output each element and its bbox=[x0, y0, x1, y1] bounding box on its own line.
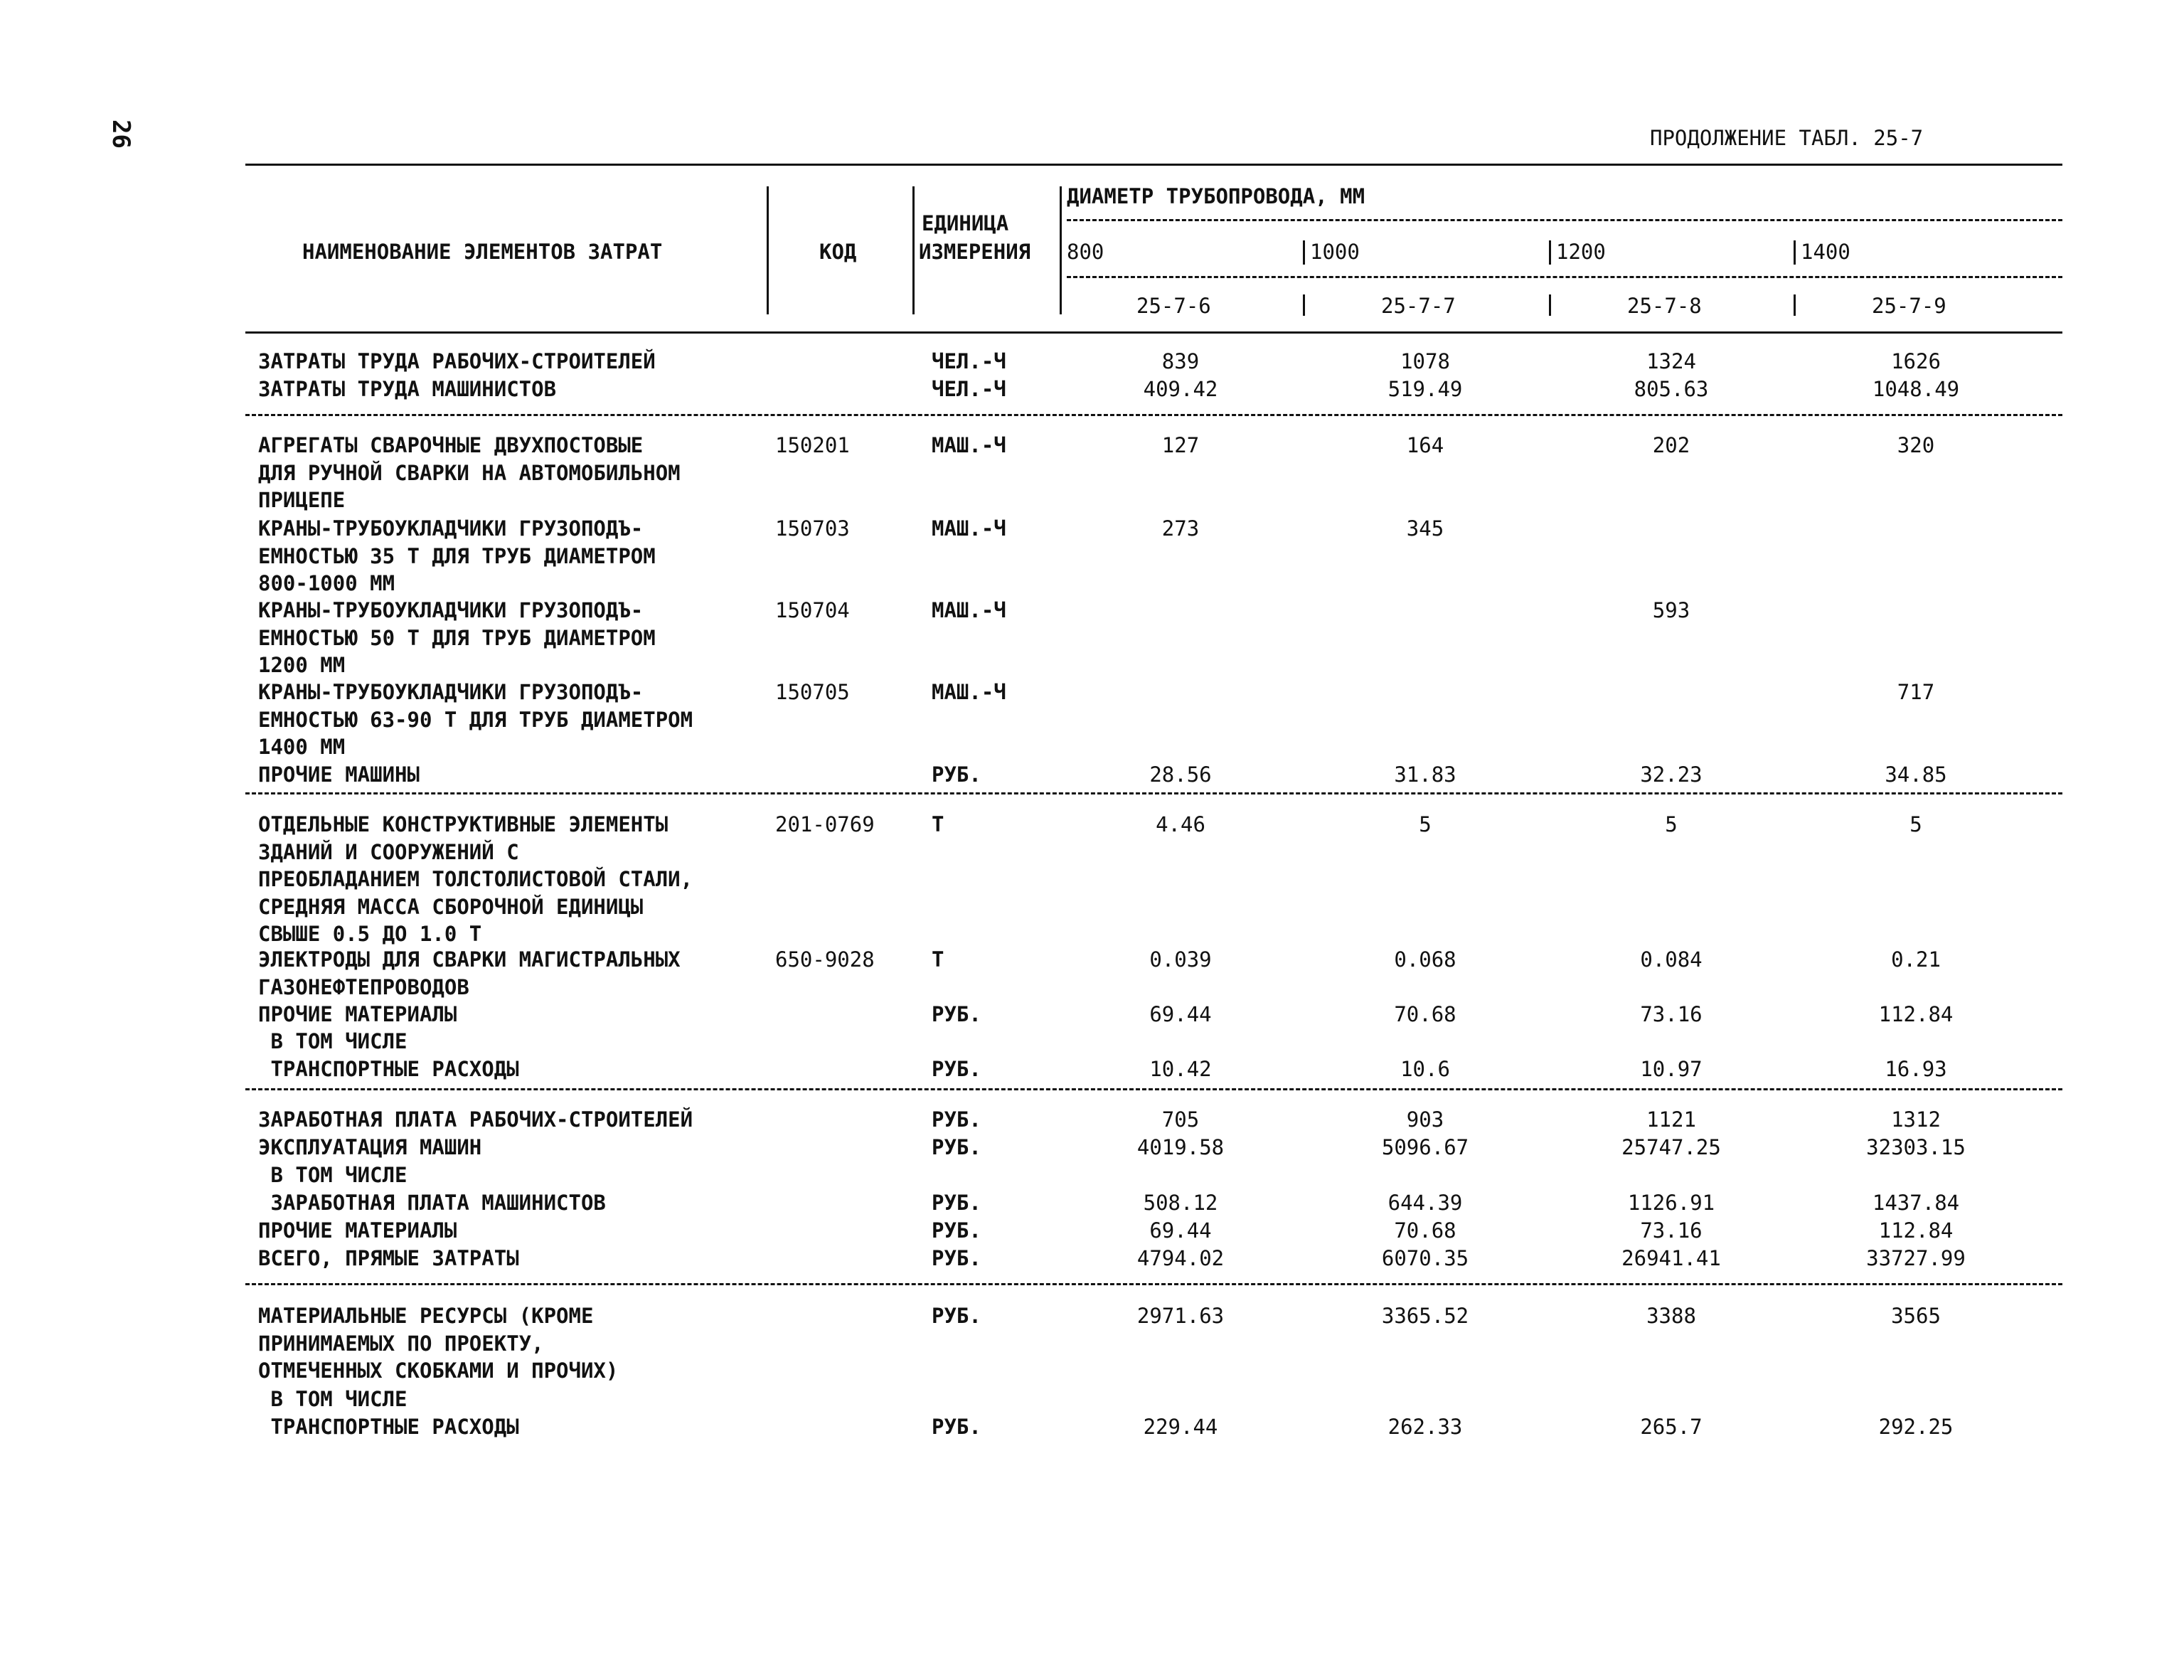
row-6-unit: РУБ. bbox=[932, 762, 981, 787]
row-8-unit: Т bbox=[932, 947, 944, 972]
row-0-unit: ЧЕЛ.-Ч bbox=[932, 349, 1006, 373]
row-20-value-0: 229.44 bbox=[1143, 1415, 1218, 1439]
row-20-name-line-0: ТРАНСПОРТНЫЕ РАСХОДЫ bbox=[258, 1415, 519, 1439]
row-7-name-line-4: СВЫШЕ 0.5 ДО 1.0 Т bbox=[258, 922, 482, 947]
row-0-value-2: 1324 bbox=[1646, 349, 1696, 373]
row-2-value-0: 127 bbox=[1161, 433, 1200, 457]
row-15-value-1: 644.39 bbox=[1387, 1191, 1463, 1215]
row-17-name-line-0: ВСЕГО, ПРЯМЫЕ ЗАТРАТЫ bbox=[258, 1246, 519, 1270]
row-4-name-line-2: 1200 ММ bbox=[258, 653, 346, 678]
row-8-value-3: 0.21 bbox=[1891, 947, 1941, 972]
row-4-name-line-1: ЕМНОСТЬЮ 50 Т ДЛЯ ТРУБ ДИАМЕТРОМ bbox=[258, 625, 656, 650]
header-bottom-rule bbox=[245, 331, 2062, 334]
row-7-name-line-0: ОТДЕЛЬНЫЕ КОНСТРУКТИВНЫЕ ЭЛЕМЕНТЫ bbox=[258, 812, 668, 836]
row-12-name-line-0: ЗАРАБОТНАЯ ПЛАТА РАБОЧИХ-СТРОИТЕЛЕЙ bbox=[258, 1107, 693, 1132]
row-15-value-3: 1437.84 bbox=[1872, 1191, 1960, 1215]
section-rule-4 bbox=[245, 1283, 2062, 1285]
row-18-unit: РУБ. bbox=[932, 1304, 981, 1328]
row-2-value-3: 320 bbox=[1897, 433, 1935, 457]
row-8-name-line-0: ЭЛЕКТРОДЫ ДЛЯ СВАРКИ МАГИСТРАЛЬНЫХ bbox=[258, 947, 681, 972]
row-4-name-line-0: КРАНЫ-ТРУБОУКЛАДЧИКИ ГРУЗОПОДЪ- bbox=[258, 598, 644, 622]
row-13-value-0: 4019.58 bbox=[1136, 1135, 1225, 1159]
header-code-25-7-7: 25-7-7 bbox=[1381, 294, 1456, 318]
row-16-unit: РУБ. bbox=[932, 1218, 981, 1243]
row-18-value-0: 2971.63 bbox=[1136, 1304, 1225, 1328]
row-7-unit: Т bbox=[932, 812, 944, 836]
row-12-unit: РУБ. bbox=[932, 1107, 981, 1132]
row-4-value-2: 593 bbox=[1652, 598, 1690, 622]
row-13-unit: РУБ. bbox=[932, 1135, 981, 1159]
row-11-value-3: 16.93 bbox=[1885, 1057, 1947, 1081]
header-code: КОД bbox=[819, 240, 857, 264]
row-18-value-1: 3365.52 bbox=[1381, 1304, 1469, 1328]
header-name: НАИМЕНОВАНИЕ ЭЛЕМЕНТОВ ЗАТРАТ bbox=[302, 240, 663, 264]
row-9-value-3: 112.84 bbox=[1878, 1002, 1954, 1026]
row-14-name-line-0: В ТОМ ЧИСЛЕ bbox=[258, 1163, 407, 1187]
row-0-name-line-0: ЗАТРАТЫ ТРУДА РАБОЧИХ-СТРОИТЕЛЕЙ bbox=[258, 349, 656, 373]
row-9-name-line-0: ПРОЧИЕ МАТЕРИАЛЫ bbox=[258, 1002, 457, 1026]
row-1-value-2: 805.63 bbox=[1634, 377, 1709, 401]
row-2-name-line-0: АГРЕГАТЫ СВАРОЧНЫЕ ДВУХПОСТОВЫЕ bbox=[258, 433, 644, 457]
row-18-name-line-2: ОТМЕЧЕННЫХ СКОБКАМИ И ПРОЧИХ) bbox=[258, 1359, 619, 1383]
header-diameter-1000: 1000 bbox=[1310, 240, 1360, 264]
header-separator-9 bbox=[1794, 294, 1796, 316]
row-5-name-line-0: КРАНЫ-ТРУБОУКЛАДЧИКИ ГРУЗОПОДЪ- bbox=[258, 680, 644, 704]
row-5-code: 150705 bbox=[775, 680, 850, 704]
row-16-value-0: 69.44 bbox=[1149, 1218, 1212, 1243]
row-11-value-2: 10.97 bbox=[1640, 1057, 1703, 1081]
row-13-value-3: 32303.15 bbox=[1866, 1135, 1966, 1159]
row-7-value-2: 5 bbox=[1665, 812, 1678, 836]
header-separator-2 bbox=[912, 186, 915, 314]
table-caption: ПРОДОЛЖЕНИЕ ТАБЛ. 25-7 bbox=[1650, 126, 1924, 150]
row-7-name-line-3: СРЕДНЯЯ МАССА СБОРОЧНОЙ ЕДИНИЦЫ bbox=[258, 894, 644, 919]
section-rule-1 bbox=[245, 414, 2062, 416]
row-12-value-2: 1121 bbox=[1646, 1107, 1696, 1132]
header-unit-2: ИЗМЕРЕНИЯ bbox=[919, 240, 1031, 264]
row-8-value-1: 0.068 bbox=[1394, 947, 1456, 972]
row-2-code: 150201 bbox=[775, 433, 850, 457]
row-3-unit: МАШ.-Ч bbox=[932, 516, 1006, 541]
header-code-25-7-8: 25-7-8 bbox=[1627, 294, 1702, 318]
row-10-name-line-0: В ТОМ ЧИСЛЕ bbox=[258, 1029, 407, 1053]
row-0-value-0: 839 bbox=[1161, 349, 1200, 373]
row-3-name-line-2: 800-1000 ММ bbox=[258, 571, 395, 596]
row-2-value-1: 164 bbox=[1406, 433, 1444, 457]
row-7-value-3: 5 bbox=[1909, 812, 1922, 836]
row-15-unit: РУБ. bbox=[932, 1191, 981, 1215]
header-separator-5 bbox=[1549, 240, 1551, 265]
header-top-rule bbox=[245, 164, 2062, 166]
row-0-value-1: 1078 bbox=[1400, 349, 1450, 373]
row-20-value-1: 262.33 bbox=[1387, 1415, 1463, 1439]
row-3-code: 150703 bbox=[775, 516, 850, 541]
row-6-value-1: 31.83 bbox=[1394, 762, 1456, 787]
header-diameter-rule bbox=[1067, 219, 2062, 221]
row-6-value-3: 34.85 bbox=[1885, 762, 1947, 787]
row-17-unit: РУБ. bbox=[932, 1246, 981, 1270]
row-18-value-3: 3565 bbox=[1891, 1304, 1941, 1328]
row-7-code: 201-0769 bbox=[775, 812, 875, 836]
header-code-25-7-9: 25-7-9 bbox=[1872, 294, 1946, 318]
row-16-value-1: 70.68 bbox=[1394, 1218, 1456, 1243]
row-8-value-2: 0.084 bbox=[1640, 947, 1703, 972]
row-20-value-3: 292.25 bbox=[1878, 1415, 1954, 1439]
row-11-unit: РУБ. bbox=[932, 1057, 981, 1081]
row-1-value-1: 519.49 bbox=[1387, 377, 1463, 401]
row-5-value-3: 717 bbox=[1897, 680, 1935, 704]
row-13-value-2: 25747.25 bbox=[1621, 1135, 1721, 1159]
row-1-value-0: 409.42 bbox=[1143, 377, 1218, 401]
row-17-value-1: 6070.35 bbox=[1381, 1246, 1469, 1270]
header-diameter-800: 800 bbox=[1067, 240, 1104, 264]
row-20-unit: РУБ. bbox=[932, 1415, 981, 1439]
row-9-value-0: 69.44 bbox=[1149, 1002, 1212, 1026]
row-19-name-line-0: В ТОМ ЧИСЛЕ bbox=[258, 1387, 407, 1411]
row-16-name-line-0: ПРОЧИЕ МАТЕРИАЛЫ bbox=[258, 1218, 457, 1243]
row-11-name-line-0: ТРАНСПОРТНЫЕ РАСХОДЫ bbox=[258, 1057, 519, 1081]
row-6-value-2: 32.23 bbox=[1640, 762, 1703, 787]
section-rule-2 bbox=[245, 792, 2062, 794]
row-12-value-1: 903 bbox=[1406, 1107, 1444, 1132]
row-3-value-1: 345 bbox=[1406, 516, 1444, 541]
row-7-name-line-2: ПРЕОБЛАДАНИЕМ ТОЛСТОЛИСТОВОЙ СТАЛИ, bbox=[258, 867, 693, 892]
row-3-name-line-1: ЕМНОСТЬЮ 35 Т ДЛЯ ТРУБ ДИАМЕТРОМ bbox=[258, 543, 656, 568]
row-11-value-0: 10.42 bbox=[1149, 1057, 1212, 1081]
row-2-name-line-2: ПРИЦЕПЕ bbox=[258, 488, 346, 513]
row-1-value-3: 1048.49 bbox=[1872, 377, 1960, 401]
row-17-value-3: 33727.99 bbox=[1866, 1246, 1966, 1270]
header-code-25-7-6: 25-7-6 bbox=[1136, 294, 1211, 318]
row-18-name-line-0: МАТЕРИАЛЬНЫЕ РЕСУРСЫ (КРОМЕ bbox=[258, 1304, 594, 1328]
header-separator-6 bbox=[1794, 240, 1796, 265]
header-diameter-1400: 1400 bbox=[1801, 240, 1850, 264]
row-11-value-1: 10.6 bbox=[1400, 1057, 1450, 1081]
row-1-unit: ЧЕЛ.-Ч bbox=[932, 377, 1006, 401]
page-number: 26 bbox=[107, 119, 135, 149]
row-6-name-line-0: ПРОЧИЕ МАШИНЫ bbox=[258, 762, 420, 787]
row-8-name-line-1: ГАЗОНЕФТЕПРОВОДОВ bbox=[258, 974, 469, 999]
row-17-value-2: 26941.41 bbox=[1621, 1246, 1721, 1270]
row-15-value-0: 508.12 bbox=[1143, 1191, 1218, 1215]
header-diameter-1200: 1200 bbox=[1556, 240, 1606, 264]
row-5-name-line-1: ЕМНОСТЬЮ 63-90 Т ДЛЯ ТРУБ ДИАМЕТРОМ bbox=[258, 707, 693, 732]
row-4-unit: МАШ.-Ч bbox=[932, 598, 1006, 622]
row-15-name-line-0: ЗАРАБОТНАЯ ПЛАТА МАШИНИСТОВ bbox=[258, 1191, 606, 1215]
header-separator-3 bbox=[1060, 186, 1062, 314]
row-2-name-line-1: ДЛЯ РУЧНОЙ СВАРКИ НА АВТОМОБИЛЬНОМ bbox=[258, 460, 681, 485]
row-12-value-3: 1312 bbox=[1891, 1107, 1941, 1132]
row-5-name-line-2: 1400 ММ bbox=[258, 735, 346, 760]
section-rule-3 bbox=[245, 1088, 2062, 1090]
row-3-name-line-0: КРАНЫ-ТРУБОУКЛАДЧИКИ ГРУЗОПОДЪ- bbox=[258, 516, 644, 541]
row-9-value-2: 73.16 bbox=[1640, 1002, 1703, 1026]
header-separator-7 bbox=[1303, 294, 1305, 316]
row-7-value-0: 4.46 bbox=[1156, 812, 1205, 836]
row-7-name-line-1: ЗДАНИЙ И СООРУЖЕНИЙ С bbox=[258, 839, 519, 864]
row-4-code: 150704 bbox=[775, 598, 850, 622]
row-16-value-3: 112.84 bbox=[1878, 1218, 1954, 1243]
row-1-name-line-0: ЗАТРАТЫ ТРУДА МАШИНИСТОВ bbox=[258, 377, 557, 401]
row-20-value-2: 265.7 bbox=[1640, 1415, 1703, 1439]
row-17-value-0: 4794.02 bbox=[1136, 1246, 1225, 1270]
row-15-value-2: 1126.91 bbox=[1627, 1191, 1715, 1215]
row-9-value-1: 70.68 bbox=[1394, 1002, 1456, 1026]
row-12-value-0: 705 bbox=[1161, 1107, 1200, 1132]
row-13-value-1: 5096.67 bbox=[1381, 1135, 1469, 1159]
row-8-code: 650-9028 bbox=[775, 947, 875, 972]
row-8-value-0: 0.039 bbox=[1149, 947, 1212, 972]
header-separator-8 bbox=[1549, 294, 1551, 316]
header-separator-1 bbox=[767, 186, 769, 314]
header-diameter-title: ДИАМЕТР ТРУБОПРОВОДА, ММ bbox=[1067, 184, 1365, 208]
row-3-value-0: 273 bbox=[1161, 516, 1200, 541]
row-18-value-2: 3388 bbox=[1646, 1304, 1696, 1328]
header-code-rule bbox=[1067, 276, 2062, 278]
header-unit-1: ЕДИНИЦА bbox=[922, 211, 1009, 235]
row-18-name-line-1: ПРИНИМАЕМЫХ ПО ПРОЕКТУ, bbox=[258, 1331, 544, 1356]
row-16-value-2: 73.16 bbox=[1640, 1218, 1703, 1243]
row-0-value-3: 1626 bbox=[1891, 349, 1941, 373]
row-13-name-line-0: ЭКСПЛУАТАЦИЯ МАШИН bbox=[258, 1135, 482, 1159]
row-2-value-2: 202 bbox=[1652, 433, 1690, 457]
row-7-value-1: 5 bbox=[1419, 812, 1432, 836]
header-separator-4 bbox=[1303, 240, 1305, 265]
row-2-unit: МАШ.-Ч bbox=[932, 433, 1006, 457]
row-6-value-0: 28.56 bbox=[1149, 762, 1212, 787]
row-5-unit: МАШ.-Ч bbox=[932, 680, 1006, 704]
row-9-unit: РУБ. bbox=[932, 1002, 981, 1026]
